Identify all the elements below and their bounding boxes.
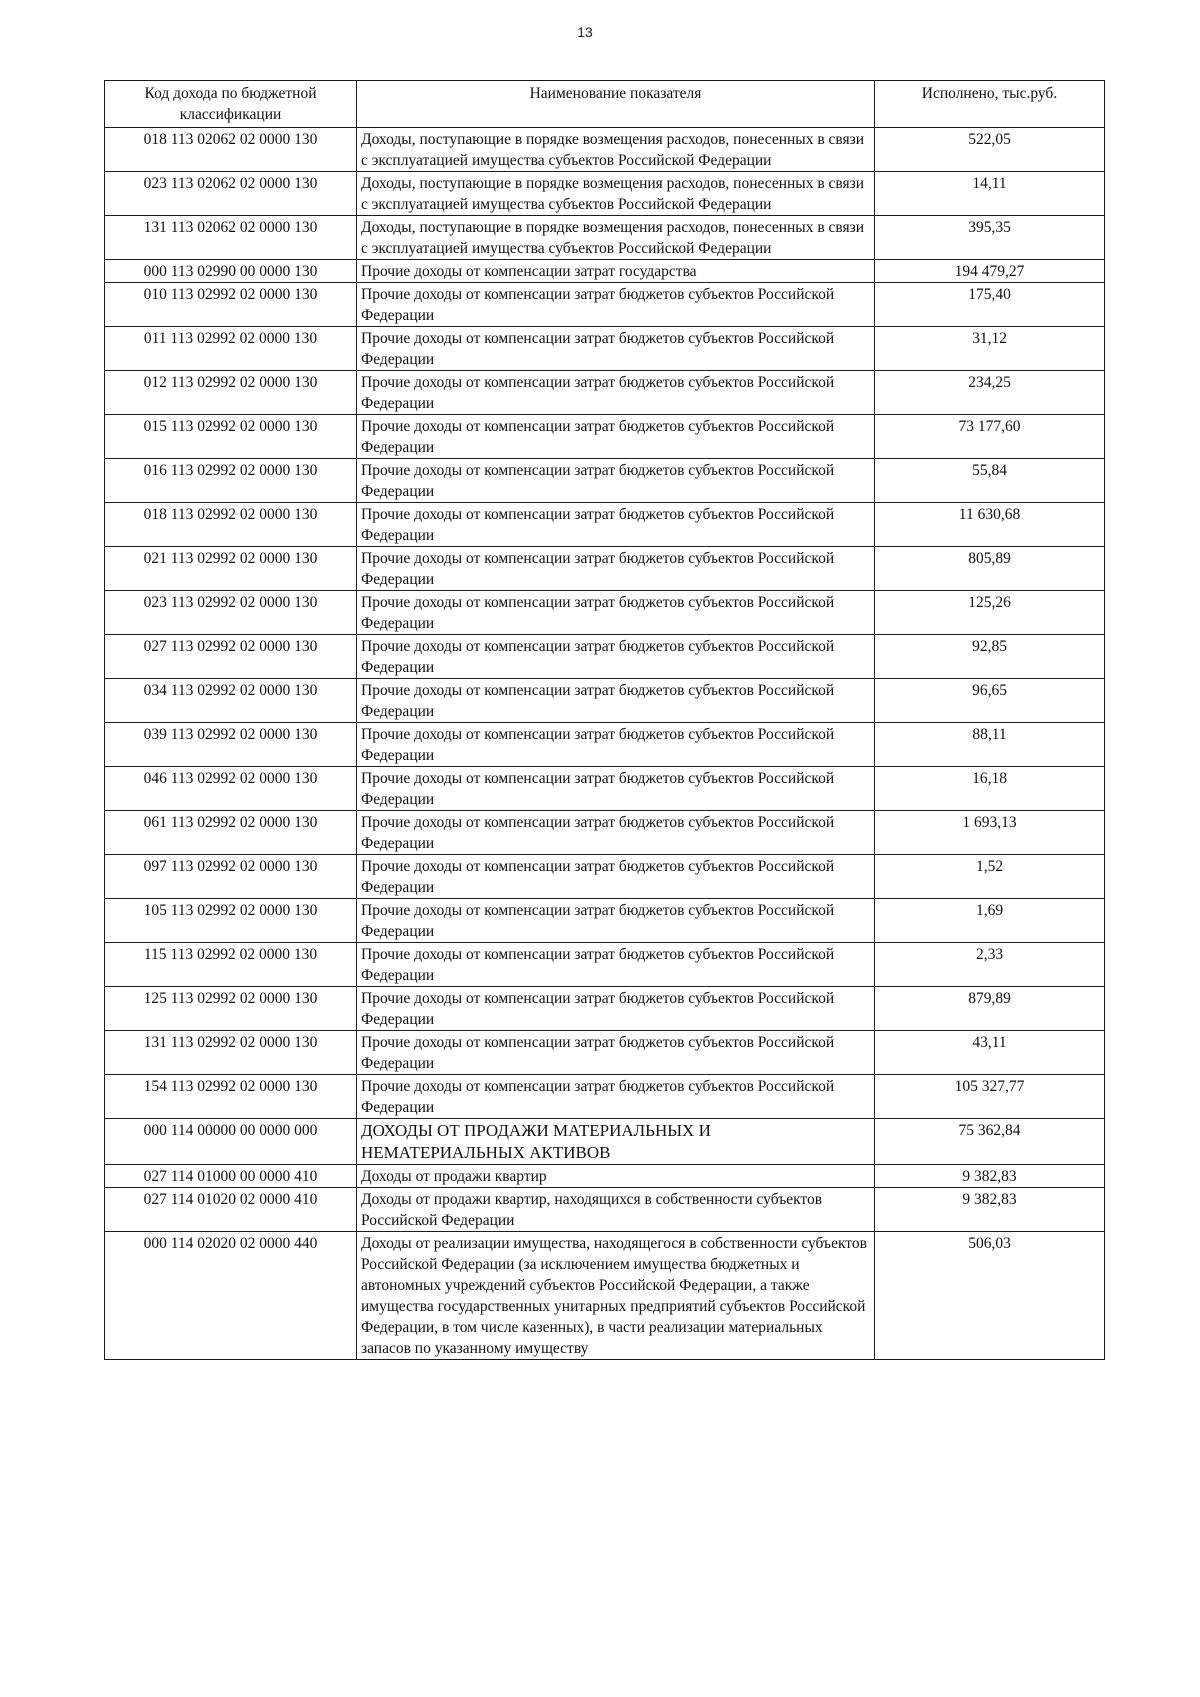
header-name: Наименование показателя (357, 81, 875, 128)
row-amount: 194 479,27 (875, 260, 1105, 283)
table-row (105, 1165, 1105, 1188)
row-name: Прочие доходы от компенсации затрат бюджетов субъектов Российской Федерации (357, 1031, 875, 1075)
table-row (105, 371, 1105, 415)
row-code: 027 113 02992 02 0000 130 (105, 635, 357, 679)
row-name: Прочие доходы от компенсации затрат бюджетов субъектов Российской Федерации (357, 371, 875, 415)
row-code: 015 113 02992 02 0000 130 (105, 415, 357, 459)
row-amount: 14,11 (875, 172, 1105, 216)
row-amount: 31,12 (875, 327, 1105, 371)
row-amount: 88,11 (875, 723, 1105, 767)
row-name: Прочие доходы от компенсации затрат бюджетов субъектов Российской Федерации (357, 943, 875, 987)
table-row (105, 1232, 1105, 1360)
row-code: 021 113 02992 02 0000 130 (105, 547, 357, 591)
header-amount: Исполнено, тыс.руб. (875, 81, 1105, 128)
row-name: Прочие доходы от компенсации затрат бюджетов субъектов Российской Федерации (357, 547, 875, 591)
row-name: Прочие доходы от компенсации затрат бюджетов субъектов Российской Федерации (357, 811, 875, 855)
table-row (105, 128, 1105, 172)
table-row (105, 855, 1105, 899)
row-name: Прочие доходы от компенсации затрат бюджетов субъектов Российской Федерации (357, 1075, 875, 1119)
row-name: Прочие доходы от компенсации затрат бюджетов субъектов Российской Федерации (357, 899, 875, 943)
table-row (105, 899, 1105, 943)
table-row (105, 943, 1105, 987)
table-row (105, 547, 1105, 591)
row-amount: 16,18 (875, 767, 1105, 811)
row-code: 125 113 02992 02 0000 130 (105, 987, 357, 1031)
table-row (105, 260, 1105, 283)
table-row (105, 679, 1105, 723)
row-amount: 73 177,60 (875, 415, 1105, 459)
row-name: Прочие доходы от компенсации затрат бюджетов субъектов Российской Федерации (357, 987, 875, 1031)
table-row (105, 635, 1105, 679)
table-row (105, 591, 1105, 635)
row-code: 131 113 02062 02 0000 130 (105, 216, 357, 260)
row-name: Прочие доходы от компенсации затрат бюджетов субъектов Российской Федерации (357, 415, 875, 459)
row-name: Прочие доходы от компенсации затрат государства (357, 260, 875, 283)
row-name: Доходы от реализации имущества, находящегося в собственности субъектов Российской Федерации (за исключением имущества бюджетных и автономных учреждений субъектов Российской Федерации, а также имущества государственных унитарных предприятий субъектов Российской Федерации, в том числе казенных), в части реализации материальных запасов по указанному имуществу (357, 1232, 875, 1360)
row-code: 097 113 02992 02 0000 130 (105, 855, 357, 899)
row-name: Прочие доходы от компенсации затрат бюджетов субъектов Российской Федерации (357, 503, 875, 547)
table-row (105, 767, 1105, 811)
row-code: 000 114 02020 02 0000 440 (105, 1232, 357, 1360)
row-name: Прочие доходы от компенсации затрат бюджетов субъектов Российской Федерации (357, 723, 875, 767)
row-name: Доходы от продажи квартир, находящихся в собственности субъектов Российской Федерации (357, 1188, 875, 1232)
table-row (105, 811, 1105, 855)
row-code: 027 114 01020 02 0000 410 (105, 1188, 357, 1232)
row-amount: 1,52 (875, 855, 1105, 899)
row-code: 023 113 02992 02 0000 130 (105, 591, 357, 635)
row-code: 034 113 02992 02 0000 130 (105, 679, 357, 723)
row-code: 027 114 01000 00 0000 410 (105, 1165, 357, 1188)
row-name: Доходы, поступающие в порядке возмещения расходов, понесенных в связи с эксплуатацией имущества субъектов Российской Федерации (357, 128, 875, 172)
table-row (105, 415, 1105, 459)
row-code: 131 113 02992 02 0000 130 (105, 1031, 357, 1075)
row-name: Прочие доходы от компенсации затрат бюджетов субъектов Российской Федерации (357, 327, 875, 371)
row-code: 011 113 02992 02 0000 130 (105, 327, 357, 371)
row-name: Прочие доходы от компенсации затрат бюджетов субъектов Российской Федерации (357, 283, 875, 327)
row-code: 039 113 02992 02 0000 130 (105, 723, 357, 767)
row-code: 016 113 02992 02 0000 130 (105, 459, 357, 503)
table-row (105, 283, 1105, 327)
row-code: 105 113 02992 02 0000 130 (105, 899, 357, 943)
table-row (105, 327, 1105, 371)
table-header-row (105, 81, 1105, 128)
row-amount: 1 693,13 (875, 811, 1105, 855)
row-code: 010 113 02992 02 0000 130 (105, 283, 357, 327)
row-name: Прочие доходы от компенсации затрат бюджетов субъектов Российской Федерации (357, 855, 875, 899)
header-code: Код дохода по бюджетной классификации (105, 81, 357, 128)
page-number: 13 (577, 24, 593, 40)
row-code: 046 113 02992 02 0000 130 (105, 767, 357, 811)
table-row (105, 1031, 1105, 1075)
row-amount: 92,85 (875, 635, 1105, 679)
row-amount: 506,03 (875, 1232, 1105, 1360)
row-name: Прочие доходы от компенсации затрат бюджетов субъектов Российской Федерации (357, 591, 875, 635)
table-row (105, 1119, 1105, 1165)
row-code: 061 113 02992 02 0000 130 (105, 811, 357, 855)
row-name: Прочие доходы от компенсации затрат бюджетов субъектов Российской Федерации (357, 635, 875, 679)
row-amount: 75 362,84 (875, 1119, 1105, 1165)
table-row (105, 459, 1105, 503)
row-code: 115 113 02992 02 0000 130 (105, 943, 357, 987)
table-row (105, 503, 1105, 547)
row-code: 154 113 02992 02 0000 130 (105, 1075, 357, 1119)
row-amount: 9 382,83 (875, 1188, 1105, 1232)
row-amount: 2,33 (875, 943, 1105, 987)
row-name: Доходы, поступающие в порядке возмещения расходов, понесенных в связи с эксплуатацией имущества субъектов Российской Федерации (357, 216, 875, 260)
row-name: Прочие доходы от компенсации затрат бюджетов субъектов Российской Федерации (357, 679, 875, 723)
row-amount: 125,26 (875, 591, 1105, 635)
row-amount: 105 327,77 (875, 1075, 1105, 1119)
row-amount: 395,35 (875, 216, 1105, 260)
row-code: 000 114 00000 00 0000 000 (105, 1119, 357, 1165)
row-amount: 96,65 (875, 679, 1105, 723)
table-row (105, 216, 1105, 260)
row-amount: 879,89 (875, 987, 1105, 1031)
row-amount: 522,05 (875, 128, 1105, 172)
row-code: 012 113 02992 02 0000 130 (105, 371, 357, 415)
row-amount: 234,25 (875, 371, 1105, 415)
row-name: ДОХОДЫ ОТ ПРОДАЖИ МАТЕРИАЛЬНЫХ И НЕМАТЕРИАЛЬНЫХ АКТИВОВ (357, 1119, 875, 1165)
table-row (105, 172, 1105, 216)
row-amount: 43,11 (875, 1031, 1105, 1075)
row-code: 018 113 02992 02 0000 130 (105, 503, 357, 547)
row-amount: 55,84 (875, 459, 1105, 503)
row-code: 018 113 02062 02 0000 130 (105, 128, 357, 172)
row-code: 000 113 02990 00 0000 130 (105, 260, 357, 283)
row-name: Прочие доходы от компенсации затрат бюджетов субъектов Российской Федерации (357, 459, 875, 503)
row-amount: 175,40 (875, 283, 1105, 327)
row-amount: 1,69 (875, 899, 1105, 943)
table-row (105, 987, 1105, 1031)
row-amount: 11 630,68 (875, 503, 1105, 547)
row-code: 023 113 02062 02 0000 130 (105, 172, 357, 216)
row-amount: 805,89 (875, 547, 1105, 591)
table-row (105, 1188, 1105, 1232)
revenue-table (104, 80, 1105, 1360)
row-amount: 9 382,83 (875, 1165, 1105, 1188)
table-row (105, 1075, 1105, 1119)
row-name: Доходы, поступающие в порядке возмещения расходов, понесенных в связи с эксплуатацией имущества субъектов Российской Федерации (357, 172, 875, 216)
row-name: Прочие доходы от компенсации затрат бюджетов субъектов Российской Федерации (357, 767, 875, 811)
table-row (105, 723, 1105, 767)
row-name: Доходы от продажи квартир (357, 1165, 875, 1188)
